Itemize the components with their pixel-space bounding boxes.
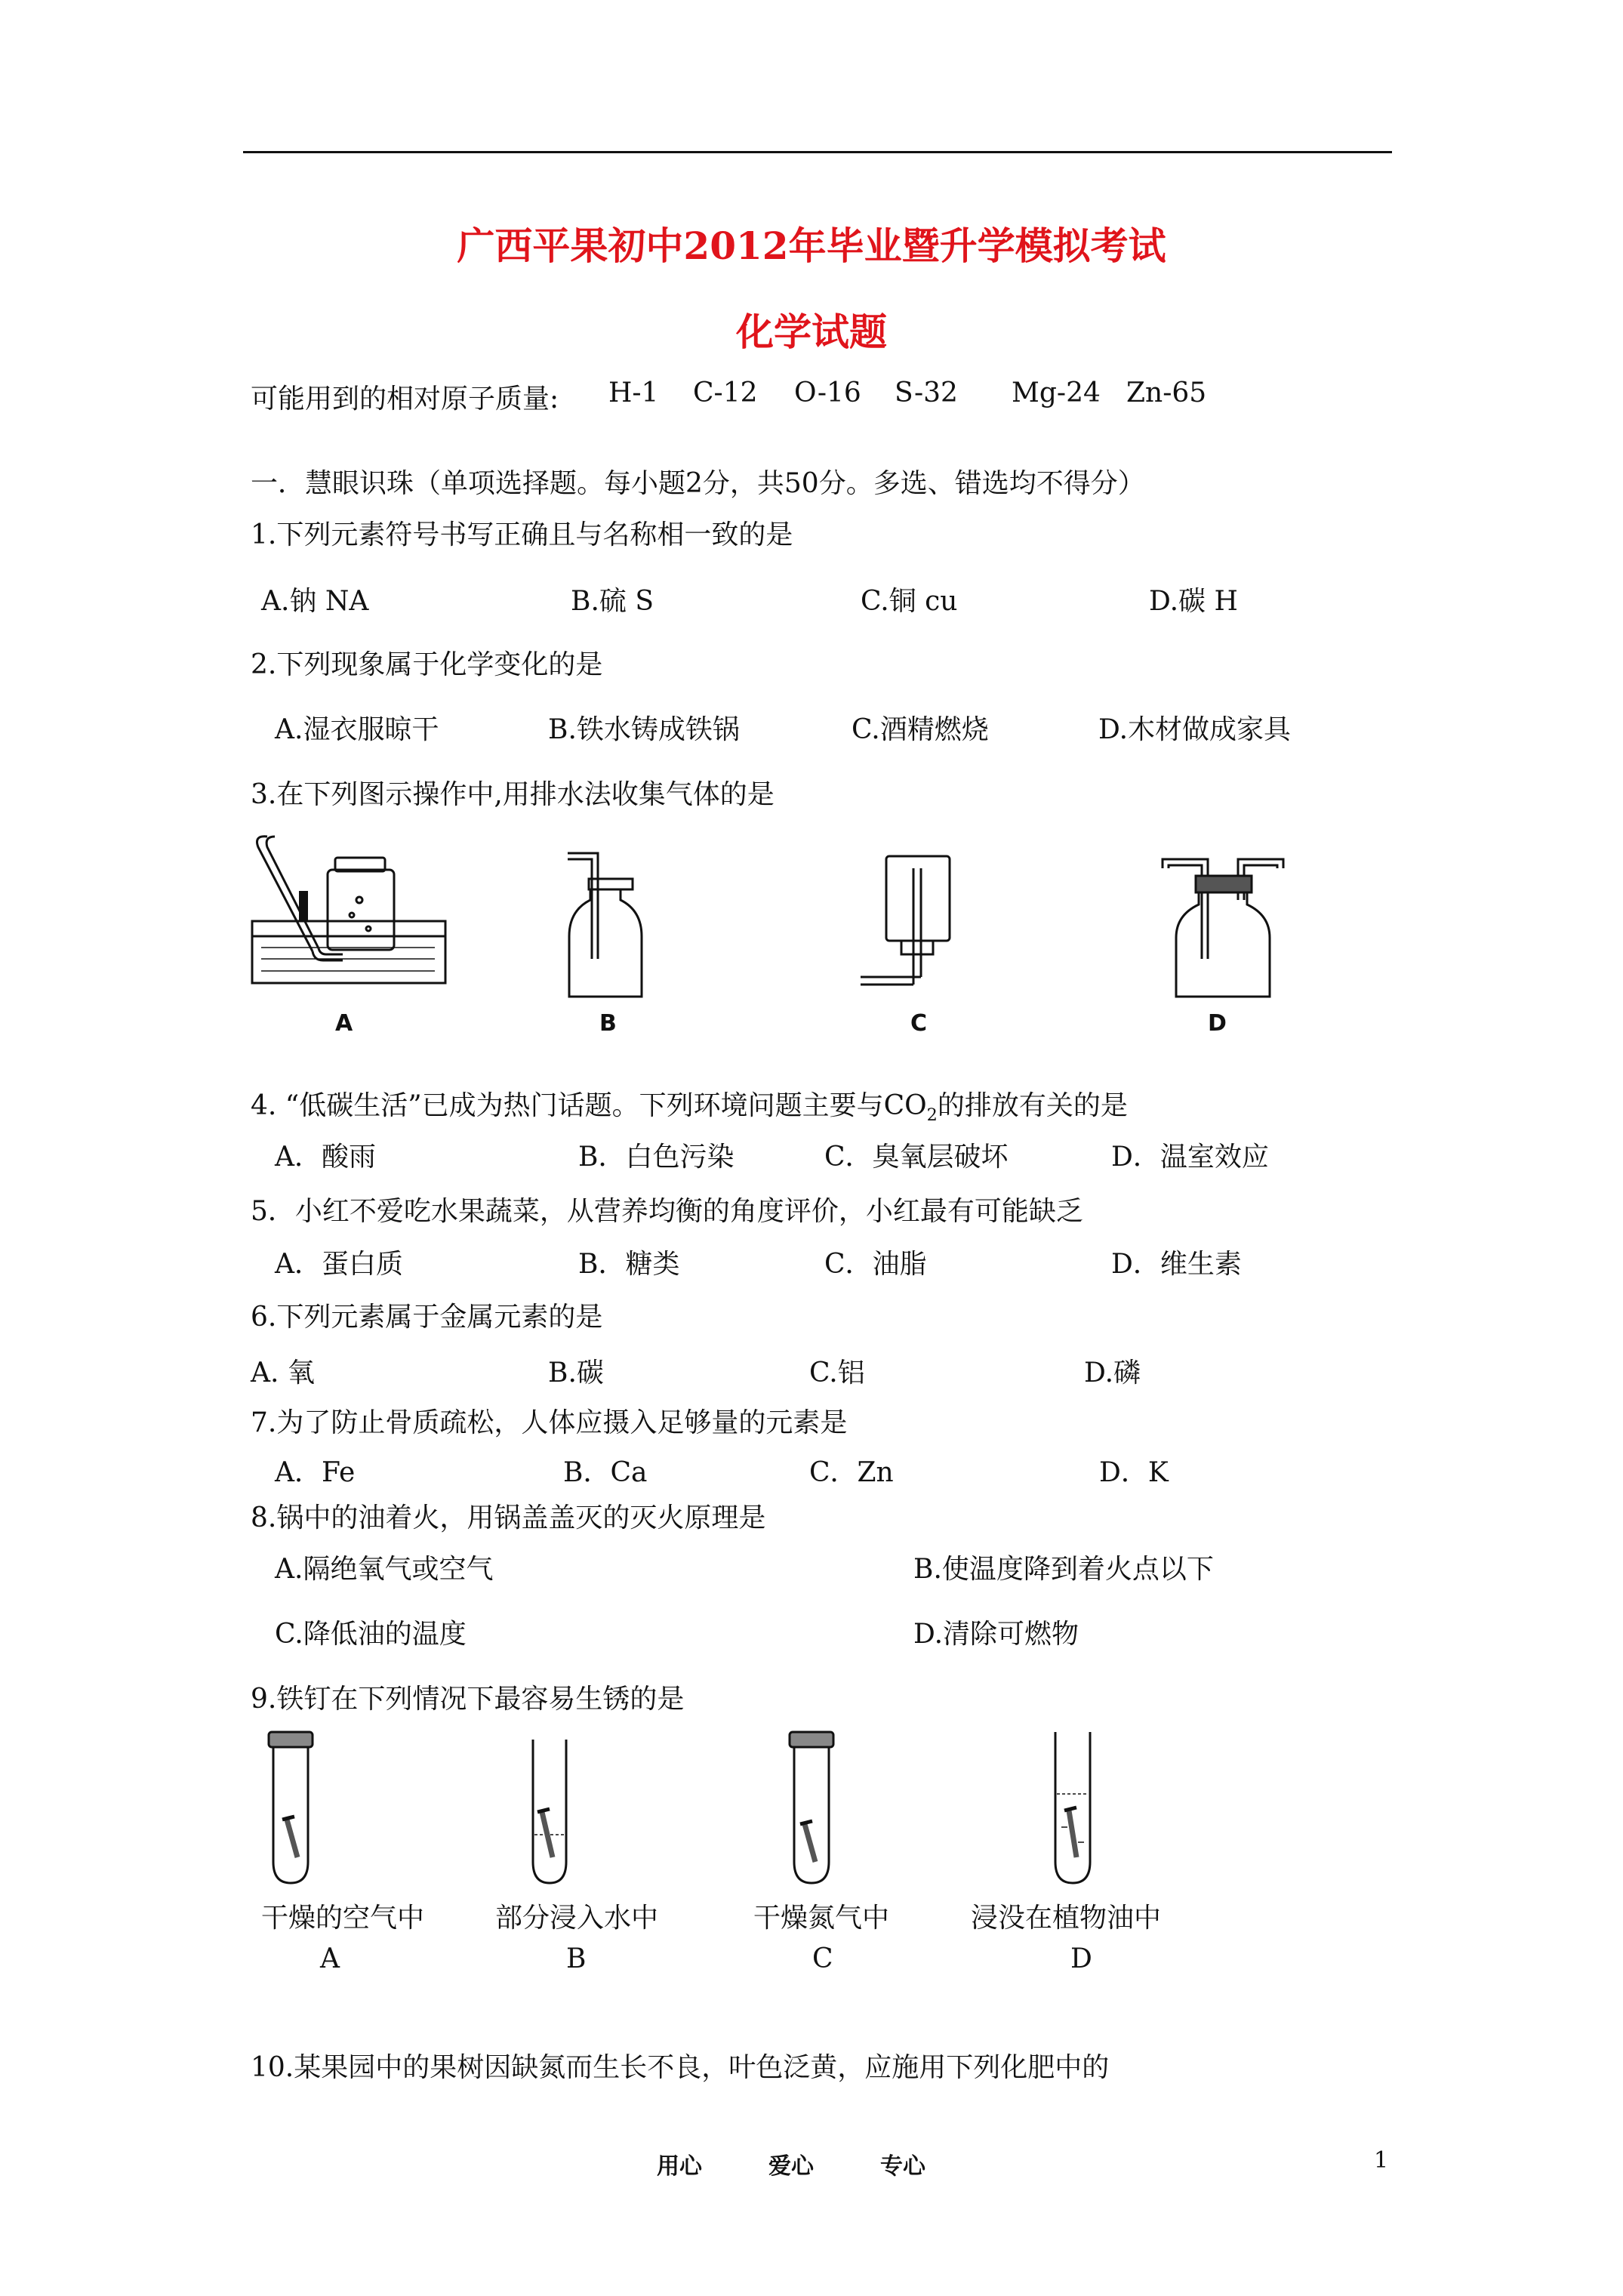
question-1-option-d: D.碳 H bbox=[1149, 586, 1238, 617]
question-5-option-b: B．糖类 bbox=[578, 1249, 680, 1280]
question-2-option-a: A.湿衣服晾干 bbox=[275, 714, 439, 745]
atomic-mass-label: 可能用到的相对原子质量: bbox=[251, 384, 559, 415]
question-1-option-a: A.钠 NA bbox=[261, 586, 369, 617]
test-tube-d-figure bbox=[1046, 1729, 1099, 1888]
question-2-option-c: C.酒精燃烧 bbox=[852, 714, 989, 745]
atomic-mass-mg: Mg-24 bbox=[1012, 378, 1101, 408]
apparatus-d-label: D bbox=[1208, 1010, 1227, 1037]
question-7-option-d: D．K bbox=[1099, 1457, 1169, 1488]
question-1-stem: 1.下列元素符号书写正确且与名称相一致的是 bbox=[251, 519, 793, 550]
atomic-mass-c: C-12 bbox=[693, 378, 758, 408]
question-1-option-c: C.铜 cu bbox=[861, 586, 958, 617]
question-8-option-c: C.降低油的温度 bbox=[275, 1619, 467, 1650]
footer-motto-3: 专心 bbox=[880, 2153, 925, 2180]
question-6-option-b: B.碳 bbox=[548, 1358, 604, 1388]
test-tube-b-figure bbox=[527, 1737, 572, 1888]
question-6-stem: 6.下列元素属于金属元素的是 bbox=[251, 1302, 603, 1333]
section-heading: 一．慧眼识珠（单项选择题。每小题2分，共50分。多选、错选均不得分） bbox=[251, 468, 1145, 499]
question-8-option-d: D.清除可燃物 bbox=[913, 1619, 1079, 1650]
test-tube-b-letter: B bbox=[566, 1943, 587, 1974]
question-5-stem: 5．小红不爱吃水果蔬菜，从营养均衡的角度评价，小红最有可能缺乏 bbox=[251, 1196, 1083, 1227]
test-tube-d-caption: 浸没在植物油中 bbox=[971, 1903, 1162, 1934]
page-subtitle: 化学试题 bbox=[736, 310, 887, 354]
question-4-stem-prefix: 4. “低碳生活”已成为热门话题。下列环境问题主要与 bbox=[251, 1090, 884, 1121]
header-rule bbox=[243, 151, 1392, 153]
apparatus-c-label: C bbox=[910, 1010, 928, 1037]
question-4-stem-suffix: 的排放有关的是 bbox=[937, 1090, 1128, 1121]
question-4-stem bbox=[251, 1084, 1128, 1125]
question-4-option-c: C．臭氧层破坏 bbox=[824, 1142, 1009, 1173]
question-4-option-a: A．酸雨 bbox=[275, 1142, 376, 1173]
apparatus-b-label: B bbox=[599, 1010, 617, 1037]
question-2-stem: 2.下列现象属于化学变化的是 bbox=[251, 649, 603, 680]
question-2-option-b: B.铁水铸成铁锅 bbox=[548, 714, 740, 745]
question-4-option-d: D．温室效应 bbox=[1111, 1142, 1269, 1173]
apparatus-d-figure bbox=[1155, 853, 1291, 1004]
page-number: 1 bbox=[1374, 2147, 1389, 2174]
test-tube-a-letter: A bbox=[320, 1943, 340, 1974]
question-6-option-c: C.铝 bbox=[809, 1358, 865, 1388]
question-5-option-a: A．蛋白质 bbox=[275, 1249, 403, 1280]
atomic-mass-o: O-16 bbox=[794, 378, 861, 408]
question-7-stem: 7.为了防止骨质疏松，人体应摄入足够量的元素是 bbox=[251, 1407, 848, 1438]
question-4-option-b: B．白色污染 bbox=[578, 1142, 735, 1173]
atomic-mass-s: S-32 bbox=[895, 378, 958, 408]
apparatus-a-label: A bbox=[335, 1010, 353, 1037]
page-title: 广西平果初中2012年毕业暨升学模拟考试 bbox=[457, 223, 1166, 268]
test-tube-c-caption: 干燥氮气中 bbox=[753, 1903, 890, 1934]
question-5-option-c: C．油脂 bbox=[824, 1249, 927, 1280]
question-3-stem: 3.在下列图示操作中,用排水法收集气体的是 bbox=[251, 779, 775, 810]
question-7-option-b: B．Ca bbox=[563, 1457, 648, 1488]
question-1-option-b: B.硫 S bbox=[571, 586, 654, 617]
apparatus-a-figure bbox=[246, 831, 450, 997]
test-tube-b-caption: 部分浸入水中 bbox=[495, 1903, 659, 1934]
question-2-option-d: D.木材做成家具 bbox=[1098, 714, 1292, 745]
atomic-mass-zn: Zn-65 bbox=[1126, 378, 1207, 408]
footer-motto-2: 爱心 bbox=[768, 2153, 814, 2180]
apparatus-b-figure bbox=[560, 846, 651, 1004]
apparatus-c-figure bbox=[858, 853, 956, 1004]
question-10-stem: 10.某果园中的果树因缺氮而生长不良，叶色泛黄，应施用下列化肥中的 bbox=[251, 2052, 1110, 2083]
test-tube-c-letter: C bbox=[812, 1943, 833, 1974]
question-7-option-c: C．Zn bbox=[809, 1457, 894, 1488]
footer-motto-1: 用心 bbox=[657, 2153, 702, 2180]
question-7-option-a: A．Fe bbox=[275, 1457, 356, 1488]
test-tube-a-figure bbox=[264, 1729, 317, 1888]
test-tube-d-letter: D bbox=[1070, 1943, 1092, 1974]
question-8-option-a: A.隔绝氧气或空气 bbox=[275, 1554, 494, 1585]
test-tube-a-caption: 干燥的空气中 bbox=[261, 1903, 425, 1934]
question-4-co: CO bbox=[883, 1090, 927, 1121]
question-6-option-a: A. 氧 bbox=[251, 1358, 315, 1388]
question-6-option-d: D.磷 bbox=[1084, 1358, 1141, 1388]
question-8-option-b: B.使温度降到着火点以下 bbox=[913, 1554, 1214, 1585]
question-8-stem: 8.锅中的油着火，用锅盖盖灭的灭火原理是 bbox=[251, 1502, 766, 1533]
atomic-mass-h: H-1 bbox=[608, 378, 659, 408]
question-9-stem: 9.铁钉在下列情况下最容易生锈的是 bbox=[251, 1684, 685, 1715]
question-4-co-subscript: 2 bbox=[926, 1105, 938, 1126]
test-tube-c-figure bbox=[785, 1729, 838, 1888]
question-5-option-d: D．维生素 bbox=[1111, 1249, 1242, 1280]
